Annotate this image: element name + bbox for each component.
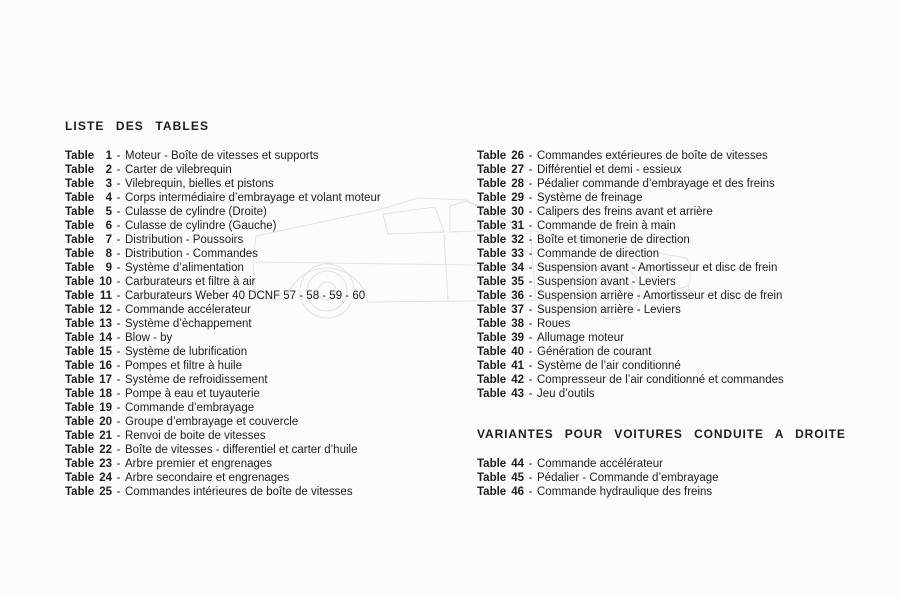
table-row-separator: - [116,234,121,246]
table-row-label: Table [65,332,95,344]
table-row-description: Commandes intérieures de boîte de vitesses [125,486,353,498]
table-row-number: 6 [105,220,112,232]
variantes-section-title: VARIANTES POUR VOITURES CONDUITE A DROITE [477,427,846,441]
table-row-description: Roues [537,318,571,330]
table-row [65,345,465,359]
table-row-label: Table [477,290,507,302]
table-row-label: Table [477,276,507,288]
table-row [65,457,465,471]
table-row-separator: - [116,220,121,232]
table-row-description: Commande hydraulique des freins [537,486,713,498]
table-row-description: Groupe d’embrayage et couvercle [125,416,299,428]
table-row-label: Table [65,430,95,442]
table-row-separator: - [116,430,121,442]
table-row-description: Vilebrequin, bielles et pistons [125,178,274,190]
table-row-separator: - [116,290,121,302]
table-row-number: 20 [99,416,112,428]
table-row-number: 2 [105,164,112,176]
table-row-number: 19 [99,402,112,414]
table-row-separator: - [528,332,533,344]
table-row-description: Carter de vilebrequin [125,164,232,176]
table-row-separator: - [116,416,121,428]
table-row-description: Système de freinage [537,192,643,204]
table-row-separator: - [116,276,121,288]
table-row-description: Différentiel et demi - essieux [537,164,682,176]
table-row-description: Commandes extérieures de boîte de vitesses [537,150,768,162]
table-row-label: Table [477,248,507,260]
table-row [477,219,897,233]
table-row-number: 42 [511,374,524,386]
table-row [65,219,465,233]
table-row-description: Pédalier - Commande d’embrayage [537,472,719,484]
table-row [477,359,897,373]
table-row-number: 4 [105,192,112,204]
table-row-number: 8 [105,248,112,260]
table-row-label: Table [65,192,95,204]
table-row [65,317,465,331]
table-row [477,191,897,205]
table-row-label: Table [65,318,95,330]
table-row [477,233,897,247]
table-row-description: Blow - by [125,332,173,344]
table-row-description: Génération de courant [537,346,652,358]
table-row [65,275,465,289]
table-row-number: 15 [99,346,112,358]
table-row-description: Système d’alimentation [125,262,244,274]
table-row-number: 14 [99,332,112,344]
table-row-label: Table [477,192,507,204]
table-row-label: Table [65,486,95,498]
table-row-number: 33 [511,248,524,260]
table-row-label: Table [477,262,507,274]
table-row [65,247,465,261]
table-row-separator: - [116,402,121,414]
table-row-label: Table [65,472,95,484]
table-row-separator: - [116,262,121,274]
table-row-number: 16 [99,360,112,372]
table-row-description: Arbre premier et engrenages [125,458,273,470]
table-row [477,317,897,331]
table-row-label: Table [65,276,95,288]
table-row-separator: - [116,304,121,316]
table-row [65,191,465,205]
table-row-separator: - [528,164,533,176]
table-row-separator: - [528,458,533,470]
table-row-number: 26 [511,150,524,162]
table-row-separator: - [528,248,533,260]
table-row-description: Distribution - Commandes [125,248,258,260]
table-row-label: Table [65,150,95,162]
table-row-description: Commande accélerateur [125,304,251,316]
table-row-label: Table [65,178,95,190]
table-row-number: 5 [105,206,112,218]
table-row-description: Arbre secondaire et engrenages [125,472,290,484]
table-row-label: Table [477,304,507,316]
table-row-label: Table [65,444,95,456]
table-list-variantes [477,457,897,499]
table-row-number: 18 [99,388,112,400]
table-row-label: Table [65,206,95,218]
table-row-label: Table [477,164,507,176]
table-row-description: Moteur - Boîte de vitesses et supports [125,150,319,162]
table-row-label: Table [65,234,95,246]
table-row-separator: - [116,248,121,260]
table-row-number: 13 [99,318,112,330]
table-row [65,163,465,177]
table-row-description: Carburateurs et filtre à air [125,276,256,288]
table-list-right [477,149,897,401]
table-row-separator: - [116,164,121,176]
table-row-number: 36 [511,290,524,302]
table-row-separator: - [528,234,533,246]
table-row-separator: - [116,458,121,470]
table-row [477,149,897,163]
table-row-label: Table [477,472,507,484]
table-row-label: Table [477,318,507,330]
table-row-separator: - [116,206,121,218]
table-row-number: 41 [511,360,524,372]
table-row-separator: - [528,486,533,498]
table-row-separator: - [116,192,121,204]
table-row-number: 34 [511,262,524,274]
table-row-label: Table [65,388,95,400]
table-row-number: 43 [511,388,524,400]
table-row-label: Table [65,164,95,176]
table-row-label: Table [477,388,507,400]
table-row-description: Commande de direction [537,248,660,260]
table-row-label: Table [65,248,95,260]
table-row [477,247,897,261]
table-row [477,261,897,275]
table-row-label: Table [477,234,507,246]
table-row-number: 25 [99,486,112,498]
table-row [65,471,465,485]
table-row-number: 35 [511,276,524,288]
table-row-description: Commande de frein à main [537,220,676,232]
table-row-description: Suspension avant - Leviers [537,276,676,288]
table-row [477,373,897,387]
table-row-separator: - [116,332,121,344]
table-row-separator: - [528,318,533,330]
table-row-label: Table [65,458,95,470]
table-row-label: Table [65,402,95,414]
table-row-separator: - [116,178,121,190]
table-row-separator: - [528,276,533,288]
table-row-description: Suspension arrière - Leviers [537,304,681,316]
table-row-label: Table [65,346,95,358]
table-row-label: Table [477,486,507,498]
table-row [65,359,465,373]
table-row [477,457,897,471]
table-row-description: Renvoi de boite de vitesses [125,430,266,442]
table-row-description: Suspension avant - Amortisseur et disc de frein [537,262,778,274]
table-row-number: 10 [99,276,112,288]
table-row-number: 22 [99,444,112,456]
table-row-separator: - [528,262,533,274]
table-row-description: Distribution - Poussoirs [125,234,244,246]
table-row-separator: - [528,346,533,358]
table-row-label: Table [65,262,95,274]
table-row-number: 28 [511,178,524,190]
table-row-number: 17 [99,374,112,386]
table-row-separator: - [528,304,533,316]
table-row-description: Jeu d’outils [537,388,595,400]
table-row-label: Table [477,458,507,470]
table-row-label: Table [65,374,95,386]
table-row [65,415,465,429]
table-row-separator: - [116,444,121,456]
table-row-description: Système de l’air conditionné [537,360,681,372]
table-row [477,485,897,499]
table-row-separator: - [528,360,533,372]
table-row-number: 31 [511,220,524,232]
table-row-description: Boîte et timonerie de direction [537,234,690,246]
table-row [477,289,897,303]
table-row-separator: - [528,150,533,162]
table-row-number: 32 [511,234,524,246]
table-row [65,373,465,387]
table-row [477,331,897,345]
table-row-label: Table [65,290,95,302]
table-row-separator: - [116,346,121,358]
table-row [477,163,897,177]
page-title: LISTE DES TABLES [65,119,210,133]
table-row-description: Système d’èchappement [125,318,252,330]
table-row [477,345,897,359]
table-row [65,485,465,499]
table-row [65,387,465,401]
table-row [65,429,465,443]
table-row [65,303,465,317]
table-row-label: Table [477,374,507,386]
table-row-description: Culasse de cylindre (Droite) [125,206,267,218]
table-row [477,205,897,219]
table-row-number: 38 [511,318,524,330]
table-row [477,387,897,401]
table-row-separator: - [528,374,533,386]
table-row-separator: - [116,388,121,400]
table-row-separator: - [116,374,121,386]
table-row-description: Système de refroidissement [125,374,268,386]
table-row-label: Table [477,150,507,162]
table-row-label: Table [477,206,507,218]
table-row-number: 45 [511,472,524,484]
table-row [477,303,897,317]
table-row-description: Allumage moteur [537,332,624,344]
table-row-description: Compresseur de l’air conditionné et commandes [537,374,784,386]
table-row-separator: - [528,290,533,302]
table-row-description: Calipers des freins avant et arrière [537,206,713,218]
table-row-separator: - [528,192,533,204]
table-row-number: 1 [105,150,112,162]
table-row-number: 40 [511,346,524,358]
table-row-number: 24 [99,472,112,484]
table-row-description: Pédalier commande d’embrayage et des freins [537,178,775,190]
table-row-number: 27 [511,164,524,176]
table-row-number: 44 [511,458,524,470]
table-row [65,401,465,415]
table-row [65,289,465,303]
table-row-label: Table [65,416,95,428]
table-row-label: Table [65,304,95,316]
table-row-label: Table [477,178,507,190]
table-row-description: Commande accélérateur [537,458,663,470]
table-list-left [65,149,465,499]
table-row-number: 12 [99,304,112,316]
table-row-description: Suspension arrière - Amortisseur et disc de frein [537,290,783,302]
table-row-separator: - [528,178,533,190]
table-row-label: Table [477,332,507,344]
table-row-separator: - [116,472,121,484]
table-row-number: 37 [511,304,524,316]
table-row-number: 23 [99,458,112,470]
table-row-description: Système de lubrification [125,346,248,358]
table-row [65,233,465,247]
table-row-separator: - [116,150,121,162]
table-row-label: Table [477,360,507,372]
table-row-separator: - [528,206,533,218]
table-row [65,177,465,191]
table-row-label: Table [477,346,507,358]
table-row [65,149,465,163]
table-row-number: 9 [105,262,112,274]
table-row-description: Carburateurs Weber 40 DCNF 57 - 58 - 59 - 60 [125,290,366,302]
table-row-description: Commande d’embrayage [125,402,255,414]
table-row-separator: - [116,318,121,330]
table-row-description: Pompes et filtre à huile [125,360,242,372]
table-row-separator: - [528,472,533,484]
table-row-description: Pompe à eau et tuyauterie [125,388,260,400]
table-row-number: 30 [511,206,524,218]
table-row [477,275,897,289]
table-row-separator: - [528,220,533,232]
table-row-separator: - [116,486,121,498]
table-row [477,177,897,191]
table-row [65,205,465,219]
table-row-label: Table [65,360,95,372]
table-row-label: Table [65,220,95,232]
table-row-separator: - [528,388,533,400]
table-row-number: 21 [99,430,112,442]
table-row-label: Table [477,220,507,232]
table-row-number: 46 [511,486,524,498]
table-row-description: Boîte de vitesses - differentiel et carter d’huile [125,444,358,456]
table-row [65,331,465,345]
table-row-description: Culasse de cylindre (Gauche) [125,220,277,232]
table-row-number: 29 [511,192,524,204]
table-row-number: 3 [105,178,112,190]
table-row [65,261,465,275]
table-row-number: 39 [511,332,524,344]
table-row-separator: - [116,360,121,372]
table-row [477,471,897,485]
table-row-description: Corps intermédiaire d’embrayage et volant moteur [125,192,381,204]
table-row [65,443,465,457]
table-row-number: 7 [105,234,112,246]
table-row-number: 11 [99,290,112,302]
